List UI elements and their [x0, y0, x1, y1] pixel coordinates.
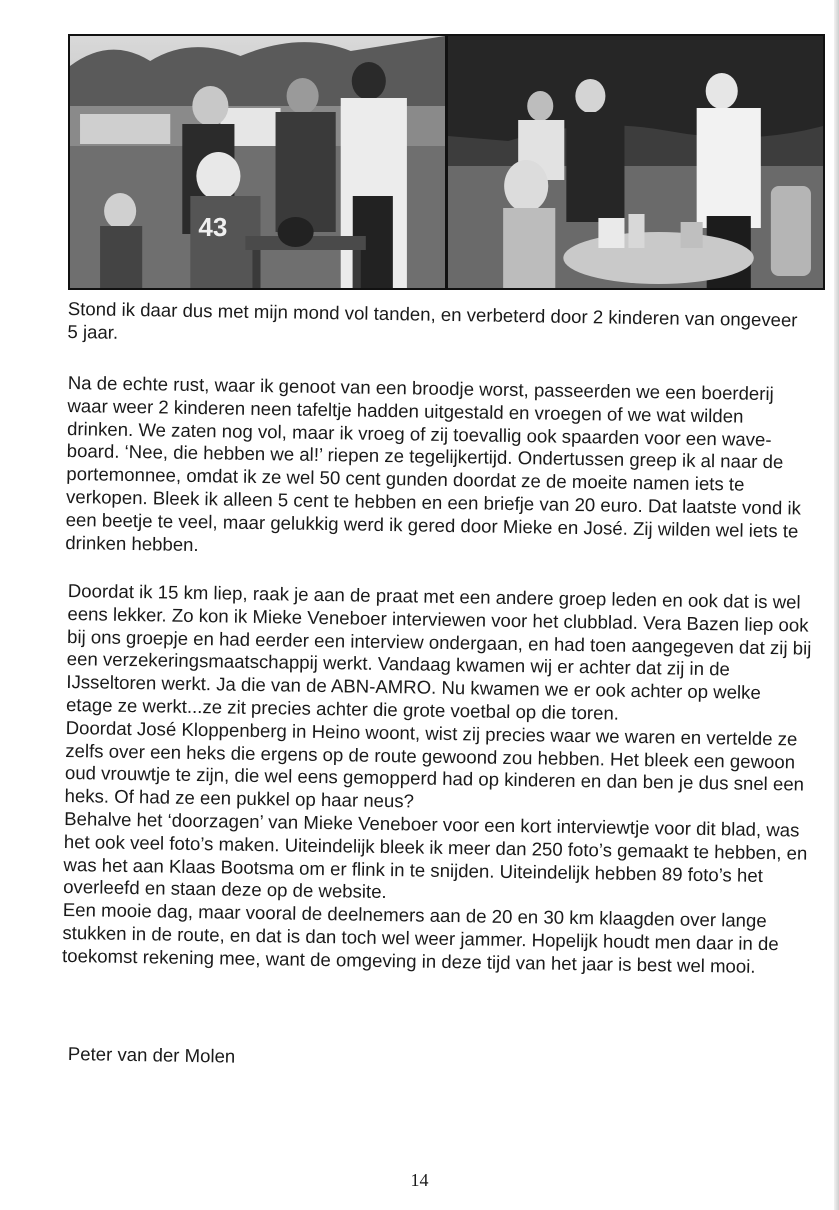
photo-left-scene [70, 36, 445, 288]
paragraph: Doordat ik 15 km liep, raak je aan de praat met een andere groep leden en ook dat is wel eens lekker. Zo kon ik Mieke Veneboer interviewen voor het clubblad. Vera Bazen liep ook bij ons groepje en had eerder een interview ondergaan, en had toen aangegeven dat zij bij een verzekeringsmaatschappij werkt. Vandaag kwamen wij er achter dat zij in de IJsseltoren werkt. Ja die van de ABN-AMRO. Nu kwamen we er ook achter op welke etage ze werkt...ze zit precies achter die grote voetbal op die toren. [65, 580, 812, 724]
page-number: 14 [410, 1170, 429, 1190]
photo-caption [67, 298, 813, 355]
caption-text: Stond ik daar dus met mijn mond vol tanden, en verbeterd door 2 kinderen van ongeveer 5 jaar. [67, 298, 798, 343]
paragraph-block-2 [62, 580, 813, 979]
paragraph: Doordat José Kloppenberg in Heino woont, wist zij precies waar we waren en vertelde ze zelfs over een heks die ergens op de route gewoond zou hebben. Het bleek een gewoon oud vrouwtje te zijn, die wel eens gemopperd had op kinderen en dan ben je dus snel een heks. Of had ze een pukkel op haar neus? [64, 716, 805, 812]
paragraph: Na de echte rust, waar ik genoot van een broodje worst, passeerden we een boerderij waar weer 2 kinderen neen tafeltje hadden uitgestald en vroegen of we wat wilden drinken. We zaten nog vol, maar ik vroeg of zij toevallig ook spaarden voor een wave-board. ‘Nee, die hebben we al!’ riepen ze tegelijkertijd. Ondertussen greep ik al naar de portemonnee, omdat ik ze wel 50 cent gunden doordat ze de moeite namen iets te verkopen. Bleek ik alleen 5 cent te hebben en een briefje van 20 euro. Dat laatste vond ik een beetje te veel, maar gelukkig werd ik gered door Mieke en José. Zij wilden wel iets te drinken hebben. [65, 372, 802, 555]
photo-right-scene [448, 36, 823, 288]
photo-left [70, 36, 445, 288]
shirt-number: 43 [198, 212, 228, 242]
author-signature [68, 1043, 813, 1077]
author-name: Peter van der Molen [67, 1043, 236, 1067]
photo-strip [68, 34, 825, 290]
paragraph: Behalve het ‘doorzagen’ van Mieke Veneboer voor een kort interviewtje voor dit blad, was het ook veel foto’s maken. Uiteindelijk bleek ik meer dan 250 foto’s gemaakt te hebben, en was het aan Klaas Bootsma om er flink in te snijden. Uiteindelijk hebben 89 foto’s het overleefd en staan deze op de website. [63, 807, 808, 903]
paragraph: Een mooie dag, maar vooral de deelnemers aan de 20 en 30 km klaagden over lange stukken in de route, en dat is dan toch wel weer jammer. Hopelijk houdt men daar in de toekomst rekening mee, want de omgeving in deze tijd van het jaar is best wel mooi. [61, 899, 779, 977]
page-edge [834, 0, 839, 1210]
photo-right [448, 36, 823, 288]
paragraph-block-1 [65, 372, 813, 566]
